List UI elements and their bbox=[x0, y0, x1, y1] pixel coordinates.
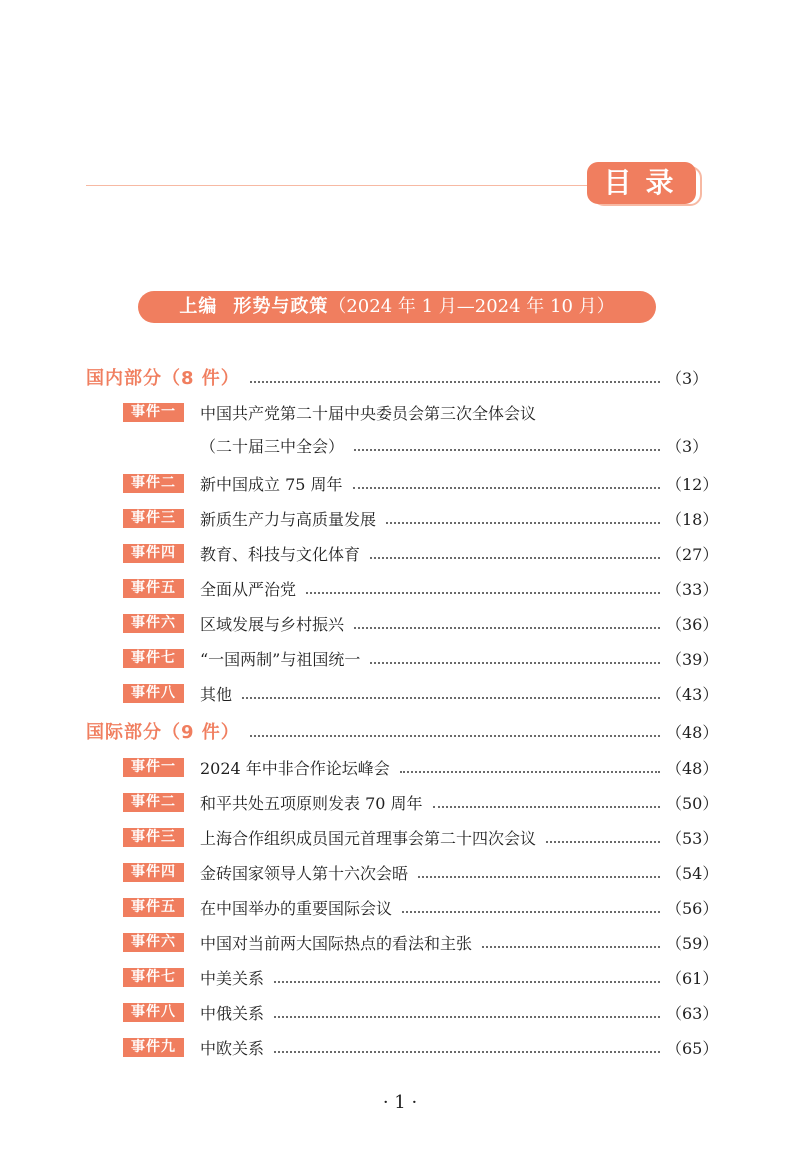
toc-entry-continued[interactable] bbox=[200, 432, 709, 458]
event-title: 全面从严治党 bbox=[200, 579, 297, 599]
toc-entry[interactable] bbox=[123, 645, 719, 671]
page-ref: （61） bbox=[666, 968, 719, 988]
event-tag: 事件一 bbox=[123, 403, 184, 422]
title-rule bbox=[86, 185, 596, 186]
toc-section-international[interactable] bbox=[86, 718, 719, 744]
event-tag: 事件一 bbox=[123, 758, 184, 777]
event-tag: 事件八 bbox=[123, 684, 184, 703]
page-ref: （48） bbox=[666, 758, 719, 778]
page-ref: （43） bbox=[666, 684, 719, 704]
event-tag: 事件三 bbox=[123, 509, 184, 528]
event-tag: 事件七 bbox=[123, 649, 184, 668]
toc-entry[interactable] bbox=[123, 610, 719, 636]
leader-dots bbox=[402, 911, 660, 913]
event-title: 其他 bbox=[200, 684, 233, 704]
leader-dots bbox=[546, 841, 660, 843]
leader-dots bbox=[370, 557, 660, 559]
banner-title: 形势与政策 bbox=[233, 296, 329, 317]
event-tag: 事件八 bbox=[123, 1003, 184, 1022]
page-ref: （3） bbox=[666, 436, 709, 456]
toc-entry[interactable] bbox=[123, 754, 719, 780]
leader-dots bbox=[400, 771, 660, 773]
page-ref: （63） bbox=[666, 1003, 719, 1023]
banner-range: （2024 年 1 月—2024 年 10 月） bbox=[328, 296, 615, 317]
event-title: 2024 年中非合作论坛峰会 bbox=[200, 758, 390, 778]
event-title: 区域发展与乡村振兴 bbox=[200, 614, 345, 634]
toc-entry[interactable] bbox=[123, 470, 719, 496]
leader-dots bbox=[353, 487, 660, 489]
part-banner bbox=[138, 291, 656, 323]
page-ref: （39） bbox=[666, 649, 719, 669]
event-tag: 事件七 bbox=[123, 968, 184, 987]
event-tag: 事件三 bbox=[123, 828, 184, 847]
banner-part: 上编 bbox=[179, 296, 218, 317]
leader-dots bbox=[274, 981, 660, 983]
event-title: 上海合作组织成员国元首理事会第二十四次会议 bbox=[200, 828, 537, 848]
toc-entry[interactable] bbox=[123, 894, 719, 920]
page-ref: （18） bbox=[666, 509, 719, 529]
toc-entry[interactable] bbox=[123, 859, 719, 885]
page-ref: （12） bbox=[666, 474, 719, 494]
event-title: 教育、科技与文化体育 bbox=[200, 544, 361, 564]
leader-dots bbox=[418, 876, 660, 878]
section-title: 国内部分（8 件） bbox=[86, 368, 240, 389]
leader-dots bbox=[250, 381, 660, 383]
event-title: “一国两制”与祖国统一 bbox=[200, 649, 361, 669]
event-tag: 事件二 bbox=[123, 793, 184, 812]
page-ref: （59） bbox=[666, 933, 719, 953]
page-ref: （3） bbox=[666, 368, 709, 388]
leader-dots bbox=[242, 697, 660, 699]
toc-entry[interactable] bbox=[123, 789, 719, 815]
event-tag: 事件五 bbox=[123, 898, 184, 917]
leader-dots bbox=[354, 627, 660, 629]
toc-title: 目录 bbox=[587, 162, 696, 204]
page-ref: （27） bbox=[666, 544, 719, 564]
leader-dots bbox=[250, 735, 660, 737]
leader-dots bbox=[386, 522, 660, 524]
event-tag: 事件四 bbox=[123, 544, 184, 563]
event-title: 新质生产力与高质量发展 bbox=[200, 509, 377, 529]
page-ref: （50） bbox=[666, 793, 719, 813]
event-title: 中俄关系 bbox=[200, 1003, 265, 1023]
page-ref: （36） bbox=[666, 614, 719, 634]
page-ref: （33） bbox=[666, 579, 719, 599]
event-tag: 事件六 bbox=[123, 614, 184, 633]
event-title: 新中国成立 75 周年 bbox=[200, 474, 343, 494]
event-title: 在中国举办的重要国际会议 bbox=[200, 898, 393, 918]
toc-entry[interactable] bbox=[123, 964, 719, 990]
leader-dots bbox=[306, 592, 660, 594]
event-tag: 事件六 bbox=[123, 933, 184, 952]
toc-entry[interactable] bbox=[123, 999, 719, 1025]
event-title: 中美关系 bbox=[200, 968, 265, 988]
event-tag: 事件二 bbox=[123, 474, 184, 493]
event-title: 中国共产党第二十届中央委员会第三次全体会议 bbox=[200, 403, 537, 423]
section-title: 国际部分（9 件） bbox=[86, 722, 240, 743]
toc-entry[interactable] bbox=[123, 399, 706, 425]
event-tag: 事件五 bbox=[123, 579, 184, 598]
toc-entry[interactable] bbox=[123, 680, 719, 706]
event-tag: 事件四 bbox=[123, 863, 184, 882]
page-ref: （65） bbox=[666, 1038, 719, 1058]
leader-dots bbox=[354, 449, 660, 451]
event-title: 中国对当前两大国际热点的看法和主张 bbox=[200, 933, 473, 953]
leader-dots bbox=[482, 946, 660, 948]
event-title: 中欧关系 bbox=[200, 1038, 265, 1058]
leader-dots bbox=[370, 662, 660, 664]
event-title: 和平共处五项原则发表 70 周年 bbox=[200, 793, 423, 813]
toc-entry[interactable] bbox=[123, 929, 719, 955]
toc-entry[interactable] bbox=[123, 540, 719, 566]
event-title: 金砖国家领导人第十六次会晤 bbox=[200, 863, 409, 883]
page-ref: （48） bbox=[666, 722, 719, 742]
event-tag: 事件九 bbox=[123, 1038, 184, 1057]
toc-entry[interactable] bbox=[123, 505, 719, 531]
leader-dots bbox=[433, 806, 660, 808]
page-ref: （56） bbox=[666, 898, 719, 918]
event-title: （二十届三中全会） bbox=[200, 436, 345, 456]
toc-entry[interactable] bbox=[123, 824, 719, 850]
page-ref: （54） bbox=[666, 863, 719, 883]
leader-dots bbox=[274, 1016, 660, 1018]
toc-section-domestic[interactable] bbox=[86, 364, 709, 390]
page-ref: （53） bbox=[666, 828, 719, 848]
leader-dots bbox=[274, 1051, 660, 1053]
page-number: · 1 · bbox=[382, 1092, 418, 1113]
toc-entry[interactable] bbox=[123, 575, 719, 601]
toc-entry[interactable] bbox=[123, 1034, 719, 1060]
